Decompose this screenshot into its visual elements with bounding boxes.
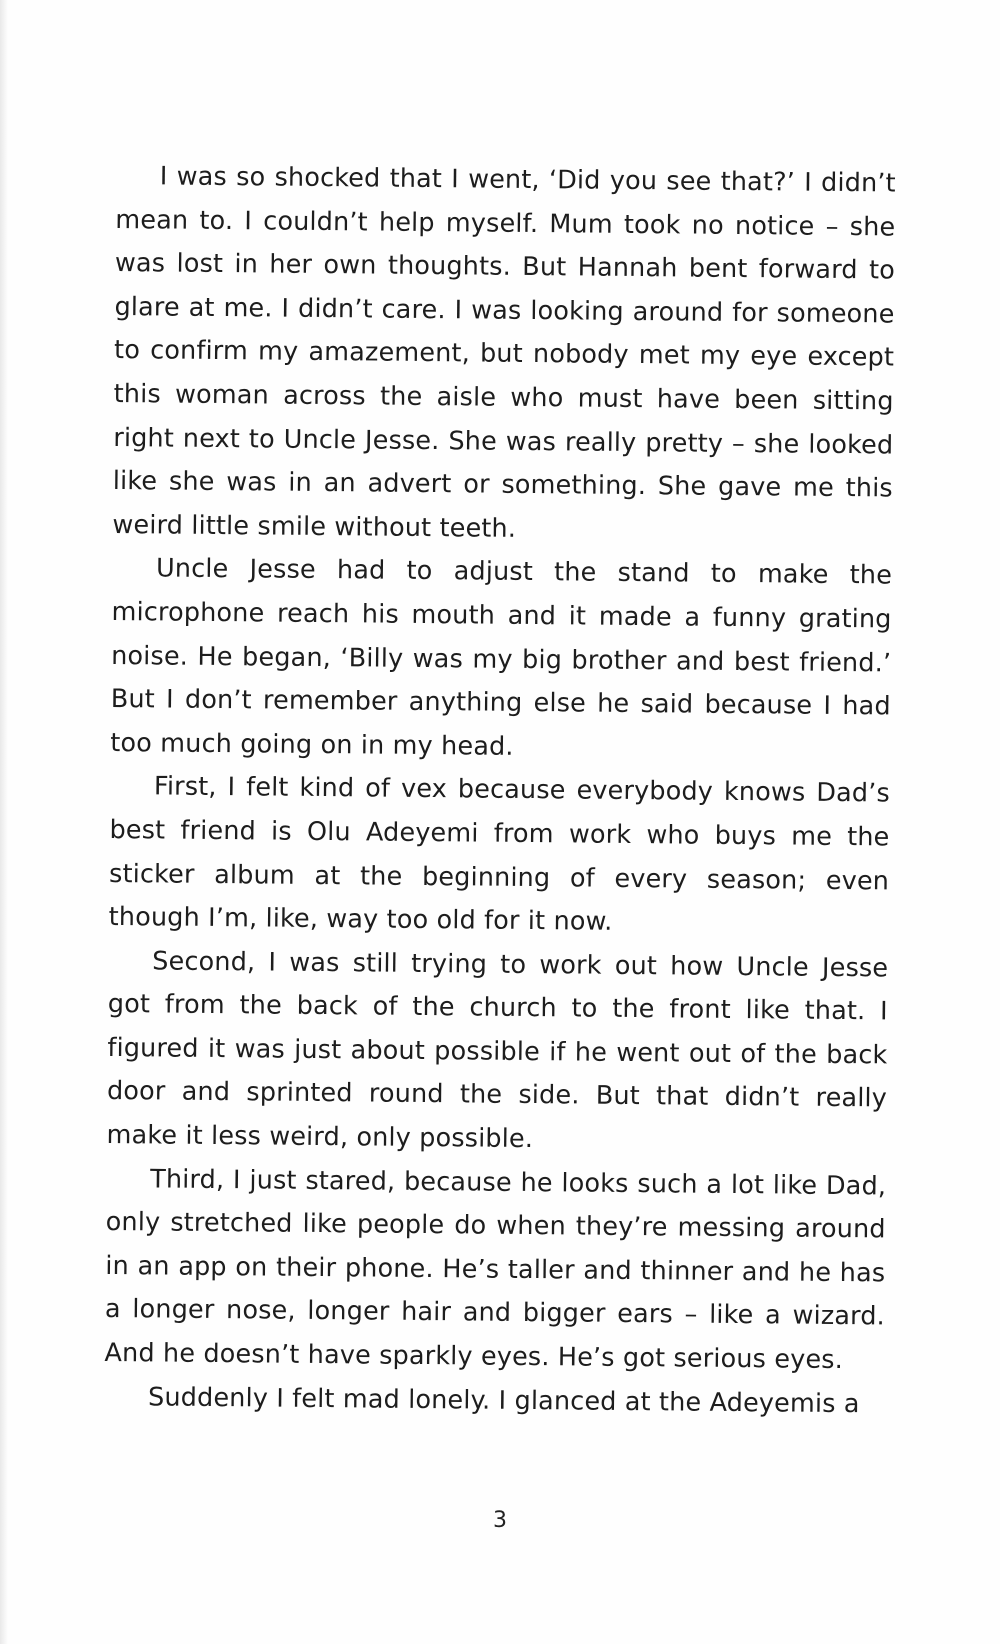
paragraph-1: I was so shocked that I went, ‘Did you see that?’ I didn’t mean to. I couldn’t help myself. Mum took no notice – she was lost in her own thoughts. But Hannah bent forward to glare at me. I didn’t care. I was looking around for someone to confirm my amazement, but nobody met my eye except this woman across the aisle who must have been sitting right next to Uncle Jesse. She was really pretty – she looked like she was in an advert or something. She gave me this weird little smile without teeth. [112, 161, 896, 544]
page-number: 3 [493, 1508, 507, 1533]
body-text [104, 155, 896, 1427]
paragraph-2: Uncle Jesse had to adjust the stand to make the microphone reach his mouth and it made a funny grating noise. He began, ‘Billy was my big brother and best friend.’ But I don’t remember anything else he said because I had too much going on in my head. [110, 553, 893, 762]
page-edge-shadow [0, 0, 8, 1644]
paragraph-3: First, I felt kind of vex because everybody knows Dad’s best friend is Olu Adeyemi from work who buys me the sticker album at the beginning of every season; even though I’m, like, way too old for it now. [108, 771, 891, 937]
paragraph-5: Third, I just stared, because he looks such a lot like Dad, only stretched like people do when they’re messing around in an app on their phone. He’s taller and thinner and he has a longer nose, longer hair and bigger ears – like a wizard. And he doesn’t have sparkly eyes. He’s got serious eyes. [104, 1164, 887, 1376]
paragraph-6: Suddenly I felt mad lonely. I glanced at the Adeyemis a [147, 1381, 860, 1419]
paragraph-4: Second, I was still trying to work out how Uncle Jesse got from the back of the church to the front like that. I figured it was just about possible if he went out of the back door and sprinted round the side. But that didn’t really make it less weird, only possible. [106, 946, 889, 1155]
